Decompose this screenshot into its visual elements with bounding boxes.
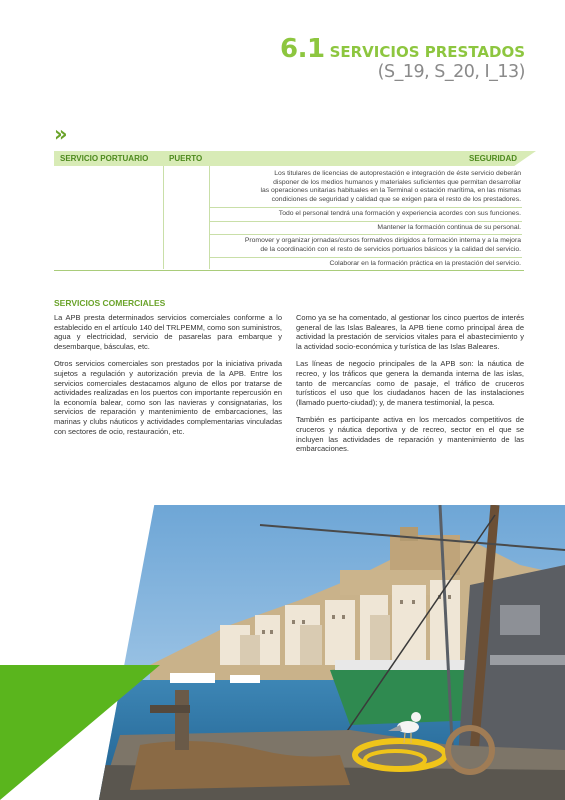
- harbor-photo: [0, 505, 565, 800]
- cell-line: Todo el personal tendrá una formación y experiencia acordes con sus funciones.: [278, 210, 521, 217]
- paragraph: Las líneas de negocio principales de la APB son: la náutica de recreo, y los tráficos que genera la demanda interna de las islas, tanto de mercancías como de pasaje, el tráfico de cruceros turísticos el uso que los ciudadanos hacen de las instalaciones (llamado puerto-ciudad); y, de manera testimonial, la pesca.: [296, 359, 524, 407]
- cell-line: Mantener la formación continua de su personal.: [377, 224, 521, 231]
- table-divider: [209, 166, 210, 269]
- section-heading: SERVICIOS COMERCIALES: [54, 298, 166, 308]
- table-row-divider: [209, 207, 522, 208]
- cell-line: Promover y organizar jornadas/cursos formativos dirigidos a formación interna y a la mejora: [244, 237, 521, 244]
- table-row: [260, 170, 521, 204]
- th-servicio-portuario: SERVICIO PORTUARIO: [60, 154, 149, 163]
- table-bottom-border: [54, 270, 524, 271]
- cell-line: las operaciones unitarias habituales en la Terminal o estación marítima, en las mismas: [260, 187, 521, 195]
- table-row-divider: [209, 221, 522, 222]
- cell-line: disponer de los medios humanos y materiales suficientes que permitan desarrollar: [273, 178, 521, 186]
- left-column: [54, 313, 282, 444]
- table-row: [279, 210, 521, 219]
- section-number: 6.1: [280, 34, 325, 64]
- paragraph: Como ya se ha comentado, al gestionar los cinco puertos de interés general de las Islas Baleares, la APB tiene como principal área de actividad la prestación de servicios vitales para el abastecimiento y la actividad socio-económica y turística de las Islas Baleares.: [296, 313, 524, 351]
- cell-line: Los titulares de licencias de autoprestación e integración de éste servicio deberán: [274, 170, 521, 177]
- title-line: [280, 34, 525, 64]
- cell-line: condiciones de seguridad y calidad que se exigen para el resto de los prestadores.: [271, 195, 521, 203]
- table-row-divider: [209, 234, 522, 235]
- table-row: [377, 224, 521, 233]
- section-header: [280, 34, 525, 82]
- section-title: SERVICIOS PRESTADOS: [329, 43, 525, 61]
- table-row-divider: [209, 257, 522, 258]
- table-divider: [163, 166, 164, 269]
- table-row: [245, 237, 521, 254]
- paragraph: También es participante activa en los mercados competitivos de cruceros y náutica deportiva y de recreo, sector en el que se incluyen las actividades de reparación y mantenimiento de las embarcaciones.: [296, 415, 524, 454]
- paragraph: Otros servicios comerciales son prestados por la iniciativa privada sujetos a regulación y autorización previa de la APB. Entre los servicios comerciales destacamos alguno de ellos por tratarse de actividades realizadas en los puertos con importante repercusión en la economía balear, como son las navieras y consignatarias, los servicios de reparación y mantenimiento de embarcaciones, las marinas y clubs náuticos y actividades complementarias vinculadas con sectores de ocio, restauración, etc.: [54, 359, 282, 436]
- section-codes: (S_19, S_20, I_13): [377, 62, 525, 82]
- table-row: [329, 260, 521, 269]
- paragraph: La APB presta determinados servicios comerciales conforme a lo establecido en el artículo 140 del TRLPEMM, como son suministros, agua y electricidad, servicio de pasarelas para embarque y desembarque, básculas, etc.: [54, 313, 282, 351]
- th-puerto: PUERTO: [169, 154, 203, 163]
- chevron-icon: »: [54, 122, 68, 146]
- th-seguridad: SEGURIDAD: [469, 154, 518, 163]
- cell-line: Colaborar en la formación práctica en la prestación del servicio.: [329, 260, 521, 267]
- right-column: [296, 313, 524, 462]
- cell-line: de la coordinación con el resto de servicios portuarios básicos y la calidad del servicio.: [260, 245, 521, 253]
